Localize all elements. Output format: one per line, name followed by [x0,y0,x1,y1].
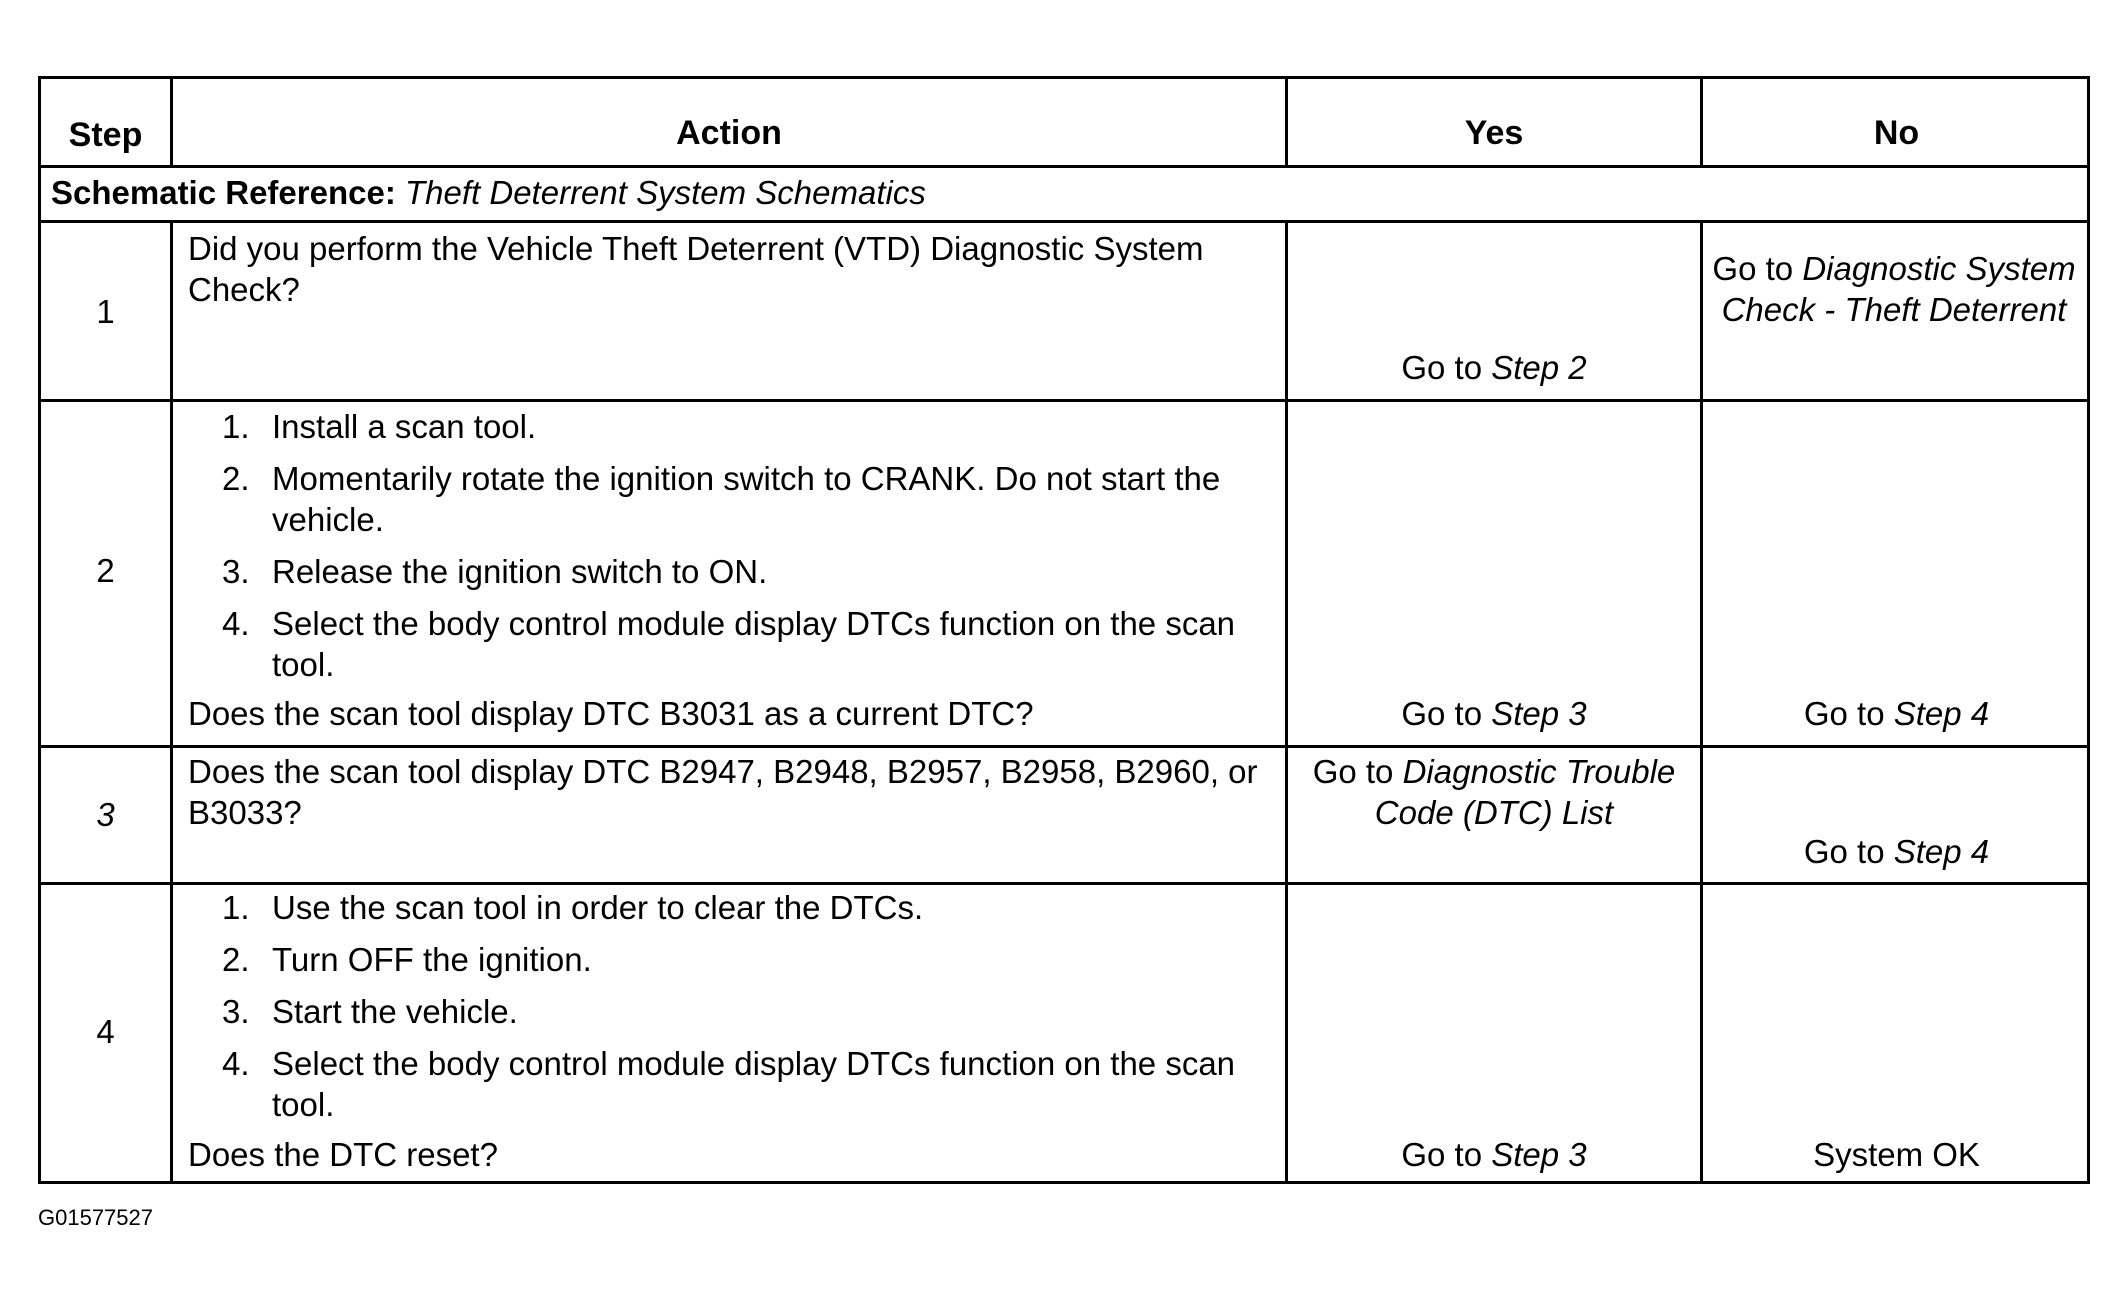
no-cell [1703,831,2090,872]
no-link[interactable]: Step 4 [1893,695,1990,732]
no-prefix: Go to [1712,250,1794,287]
list-item: 4. Select the body control module display DTCs function on the scan tool. [222,605,1236,683]
rule [170,220,173,1181]
header-action: Action [676,114,782,152]
yes-prefix: Go to [1312,753,1394,790]
action-question: Does the scan tool display DTC B3031 as a current DTC? [188,695,1034,732]
list-item: 3. Release the ignition switch to ON. [222,553,768,590]
rule [41,882,2087,885]
yes-prefix: Go to [1401,695,1483,732]
header-yes: Yes [1464,114,1524,152]
diagnostic-table [38,76,2090,1184]
list-item: 3. Start the vehicle. [222,993,518,1030]
yes-cell [1288,751,1700,833]
rule [41,399,2087,402]
action-steps [188,887,1268,1136]
yes-cell [1288,347,1700,388]
yes-cell [1288,1134,1700,1175]
schematic-link[interactable]: Theft Deterrent System Schematics [405,174,926,211]
yes-link[interactable]: Step 2 [1491,349,1587,386]
schematic-label: Schematic Reference: [51,174,396,211]
yes-link[interactable]: Diagnostic Trouble Code (DTC) List [1374,753,1676,831]
list-item: 4. Select the body control module display DTCs function on the scan tool. [222,1045,1236,1123]
no-cell [1711,248,2077,330]
rule [41,165,2087,168]
no-prefix: Go to [1803,695,1885,732]
step-number: 1 [96,293,115,330]
header-step: Step [68,116,143,154]
list-item: 2. Momentarily rotate the ignition switch to CRANK. Do not start the vehicle. [222,460,1221,538]
rule [41,745,2087,748]
step-number: 4 [96,1013,115,1050]
yes-link[interactable]: Step 3 [1491,695,1587,732]
rule [41,220,2087,223]
list-item: 2. Turn OFF the ignition. [222,941,592,978]
list-item: 1. Install a scan tool. [222,408,537,445]
no-cell [1703,693,2090,734]
figure-id: G01577527 [38,1205,153,1230]
yes-prefix: Go to [1401,349,1483,386]
step-number: 3 [96,796,115,833]
no-prefix: Go to [1803,833,1885,870]
yes-link[interactable]: Step 3 [1491,1136,1587,1173]
schematic-reference [51,172,2051,213]
header-no: No [1873,114,1920,152]
step-number: 2 [96,552,115,589]
no-cell: System OK [1813,1136,1980,1173]
no-link[interactable]: Diagnostic System Check - Theft Deterrent [1721,250,2076,328]
no-link[interactable]: Step 4 [1893,833,1990,870]
yes-prefix: Go to [1401,1136,1483,1173]
action-text: Did you perform the Vehicle Theft Deterrent (VTD) Diagnostic System Check? [188,230,1204,308]
action-steps [188,406,1268,696]
yes-cell [1288,693,1700,734]
action-question: Does the DTC reset? [188,1136,498,1173]
action-text: Does the scan tool display DTC B2947, B2948, B2957, B2958, B2960, or B3033? [188,753,1258,831]
list-item: 1. Use the scan tool in order to clear the DTCs. [222,889,924,926]
